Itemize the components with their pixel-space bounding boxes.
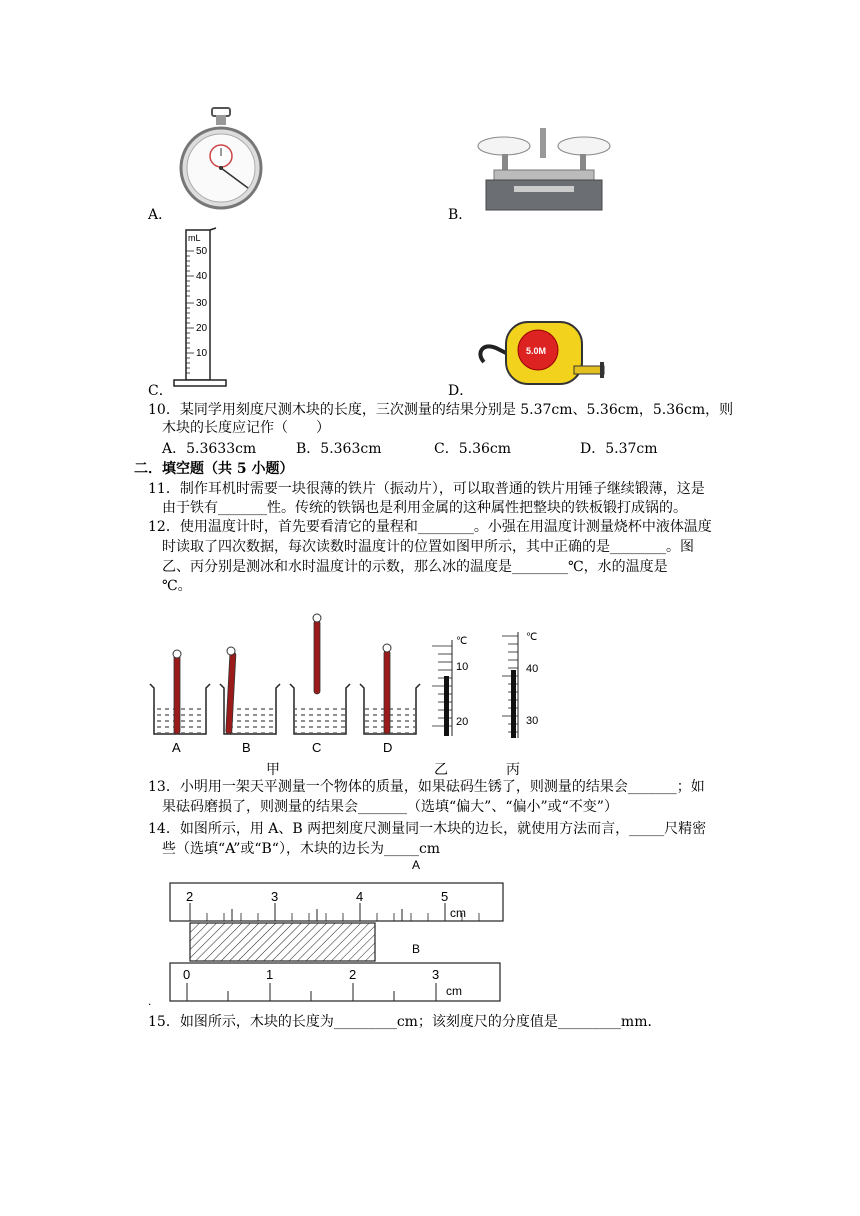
cylinder-tick-10: 10 (196, 348, 208, 359)
q11-line2: 由于铁有_______性。传统的铁锅也是利用金属的这种属性把整块的铁板锻打成锅的。 (162, 500, 687, 516)
thermometer-bing (502, 632, 538, 738)
ruler-b-tick-2: 2 (349, 967, 357, 982)
option-b-label: B． (448, 207, 473, 223)
tape-measure-image (474, 314, 610, 388)
ruler-b-tick-0: 0 (183, 967, 191, 982)
beaker-b (220, 647, 280, 734)
wooden-block (190, 923, 375, 961)
q14-line2: 些（选填“A”或“B“），木块的边长为_____cm (162, 841, 441, 857)
q11-line1: 11．制作耳机时需要一块很薄的铁片（振动片），可以取普通的铁片用锤子继续锻薄，这是 (148, 481, 705, 497)
q10-line1: 10．某同学用刻度尺测木块的长度，三次测量的结果分别是 5.37cm、5.36cm，5.36cm，则 (148, 402, 734, 418)
option-d-label: D． (448, 383, 474, 399)
thermometer-yi (432, 636, 468, 736)
beaker-b-label: B (242, 740, 251, 755)
yi-tick-10: 10 (456, 661, 469, 673)
thermometer-figure (140, 610, 560, 780)
caption-jia: 甲 (266, 761, 280, 777)
q10-option-a: A．5.3633cm (162, 441, 257, 457)
tape-brand-text: 5.0M (526, 346, 547, 356)
ruler-a-label: A (412, 858, 421, 872)
caption-bing: 丙 (506, 761, 520, 777)
ruler-b-unit: cm (446, 984, 462, 998)
q10-option-d: D．5.37cm (580, 441, 658, 457)
q12-line2: 时读取了四次数据，每次读数时温度计的位置如图甲所示，其中正确的是________。图 (162, 539, 694, 555)
beaker-c (290, 614, 350, 734)
graduated-cylinder-image (172, 226, 230, 392)
ruler-a-tick-5: 5 (441, 889, 449, 904)
ruler-b-tick-1: 1 (266, 967, 274, 982)
beaker-c-label: C (312, 740, 322, 755)
cylinder-tick-30: 30 (196, 298, 208, 309)
yi-unit: ℃ (456, 636, 468, 647)
cylinder-tick-50: 50 (196, 246, 208, 257)
q15-line1: 15．如图所示，木块的长度为_________cm；该刻度尺的分度值是_________mm． (148, 1014, 662, 1030)
section-heading: 二．填空题（共 5 小题） (134, 461, 294, 477)
q10-option-c: C．5.36cm (434, 441, 511, 457)
q13-line2: 果砝码磨损了，则测量的结果会_______（选填“偏大”、“偏小”或“不变”） (162, 799, 618, 815)
q12-line4: ℃。 (162, 578, 192, 594)
ruler-a-tick-3: 3 (271, 889, 279, 904)
q13-line1: 13．小明用一架天平测量一个物体的质量，如果砝码生锈了，则测量的结果会_______；如 (148, 779, 705, 795)
ruler-a-tick-4: 4 (356, 889, 364, 904)
caption-yi: 乙 (434, 761, 448, 777)
q10-option-b: B．5.363cm (296, 441, 382, 457)
figure-dot: . (148, 994, 152, 1008)
q10-line2: 木块的长度应记作（ ） (162, 420, 330, 436)
q14-line1: 14．如图所示，用 A、B 两把刻度尺测量同一木块的边长，就使用方法而言，_____尺精密 (148, 821, 707, 837)
beaker-d (360, 644, 420, 734)
ruler-b-label: B (412, 942, 421, 956)
ruler-a-unit: cm (450, 906, 466, 920)
q12-line1: 12．使用温度计时，首先要看清它的量程和________。小强在用温度计测量烧杯中液体温度 (148, 519, 712, 535)
stopwatch-image (176, 106, 266, 218)
cylinder-tick-40: 40 (196, 271, 208, 282)
ruler-a-tick-2: 2 (186, 889, 194, 904)
ruler-b-tick-3: 3 (432, 967, 440, 982)
cylinder-unit: mL (188, 233, 201, 243)
option-c-label: C． (148, 383, 173, 399)
balance-image (474, 124, 614, 218)
option-a-label: A． (148, 207, 173, 223)
beaker-a-label: A (172, 740, 181, 755)
beaker-a (150, 650, 210, 734)
q12-line3: 乙、丙分别是测冰和水时温度计的示数，那么冰的温度是________℃，水的温度是 (162, 559, 668, 575)
yi-tick-20: 20 (456, 716, 469, 728)
ruler-figure (140, 855, 520, 1010)
cylinder-tick-20: 20 (196, 323, 208, 334)
bing-tick-40: 40 (526, 663, 539, 675)
bing-tick-30: 30 (526, 715, 539, 727)
bing-unit: ℃ (526, 632, 538, 643)
beaker-d-label: D (383, 740, 393, 755)
